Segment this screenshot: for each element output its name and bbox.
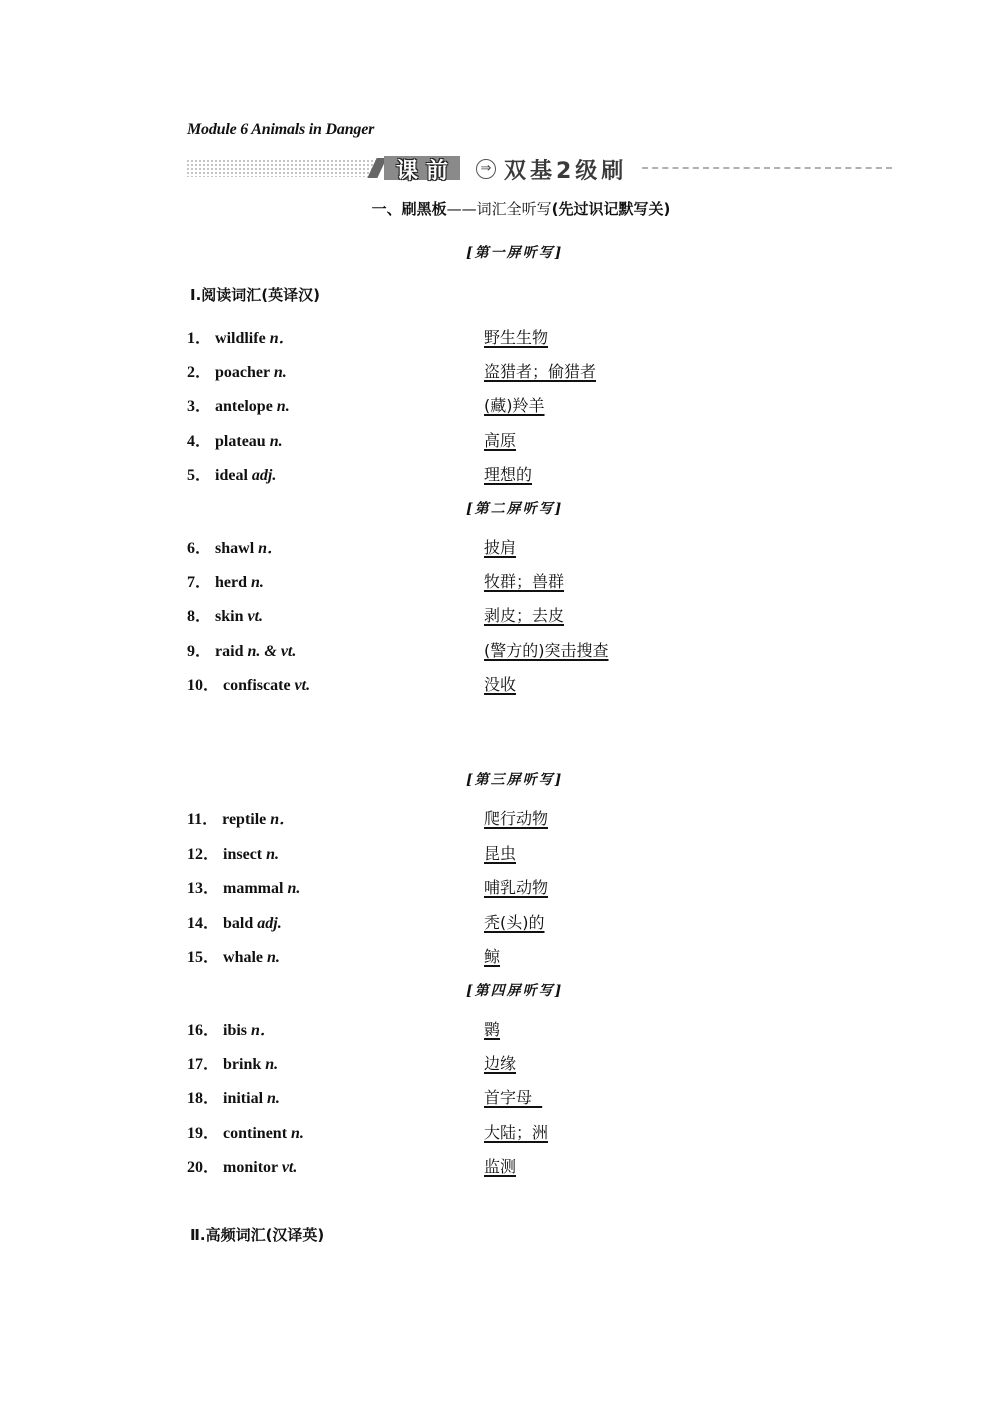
vocab-meaning: 牧群；兽群	[484, 572, 565, 591]
vocab-word: 6． shawl n．	[187, 540, 284, 557]
vocab-meaning: 秃(头)的	[484, 913, 545, 932]
vocab-word: 20． monitor vt.	[187, 1159, 298, 1176]
vocab-meaning: 鲸	[484, 947, 501, 966]
vocab-word: 16． ibis n．	[187, 1022, 276, 1039]
vocab-word: 3． antelope n.	[187, 398, 290, 415]
vocab-word: 4． plateau n.	[187, 433, 283, 450]
vocab-meaning: 大陆；洲	[484, 1123, 549, 1142]
banner-subtitle: 双基2级刷	[504, 159, 628, 184]
section-title-paren: (先过识记默写关)	[551, 200, 671, 218]
banner-dotted-pattern	[186, 159, 376, 177]
vocab-meaning: 剥皮；去皮	[484, 606, 565, 625]
vocab-word: 14． bald adj.	[187, 915, 282, 932]
vocab-word: 1． wildlife n．	[187, 330, 295, 347]
vocab-word: 8． skin vt.	[187, 608, 264, 625]
vocab-meaning: 理想的	[484, 465, 533, 484]
vocab-word: 9． raid n. & vt.	[187, 643, 297, 660]
banner-dashed-line	[642, 167, 892, 171]
vocab-meaning: 高原	[484, 431, 517, 450]
vocab-meaning: 爬行动物	[484, 809, 549, 828]
vocab-meaning: 盗猎者；偷猎者	[484, 362, 597, 381]
vocab-word: 17． brink n.	[187, 1056, 279, 1073]
vocab-word: 7． herd n.	[187, 574, 264, 591]
vocab-meaning: 昆虫	[484, 844, 517, 863]
section-heading	[0, 198, 1000, 219]
vocab-word: 2． poacher n.	[187, 364, 287, 381]
vocab-word: 13． mammal n.	[187, 880, 301, 897]
vocab-meaning: 野生生物	[484, 328, 549, 347]
lesson-banner	[186, 154, 892, 182]
vocab-meaning: 没收	[484, 675, 517, 694]
vocab-word: 19． continent n.	[187, 1125, 304, 1142]
screen-label: [第二屏听写]	[466, 501, 564, 517]
vocab-meaning: (警方的)突击搜查	[484, 641, 609, 660]
vocab-word: 12． insect n.	[187, 846, 280, 863]
vocab-meaning: 边缘	[484, 1054, 517, 1073]
vocab-word: 18． initial n.	[187, 1090, 280, 1107]
vocab-word: 11． reptile n．	[187, 811, 296, 828]
screen-label: [第四屏听写]	[466, 983, 564, 999]
vocab-word: 5． ideal adj.	[187, 467, 277, 484]
section-title-light: ——词汇全听写	[446, 200, 552, 218]
vocab-word: 10． confiscate vt.	[187, 677, 311, 694]
vocab-meaning: (藏)羚羊	[484, 396, 545, 415]
vocab-meaning: 哺乳动物	[484, 878, 549, 897]
vocab-meaning: 首字母	[484, 1088, 543, 1107]
part-heading-high-frequency: Ⅱ.高频词汇(汉译英)	[190, 1226, 325, 1244]
banner-tag: 课前	[396, 159, 457, 184]
screen-label: [第一屏听写]	[466, 245, 564, 261]
circled-arrow-icon: ⇒	[476, 159, 496, 179]
screen-label: [第三屏听写]	[466, 772, 564, 788]
vocab-meaning: 监测	[484, 1157, 517, 1176]
vocab-meaning: 鹮	[484, 1020, 501, 1039]
vocab-word: 15． whale n.	[187, 949, 280, 966]
section-title-bold: 一、刷黑板	[371, 200, 447, 218]
vocab-meaning: 披肩	[484, 538, 517, 557]
module-title: Module 6 Animals in Danger	[187, 121, 375, 138]
part-heading-reading: Ⅰ.阅读词汇(英译汉)	[190, 286, 320, 304]
